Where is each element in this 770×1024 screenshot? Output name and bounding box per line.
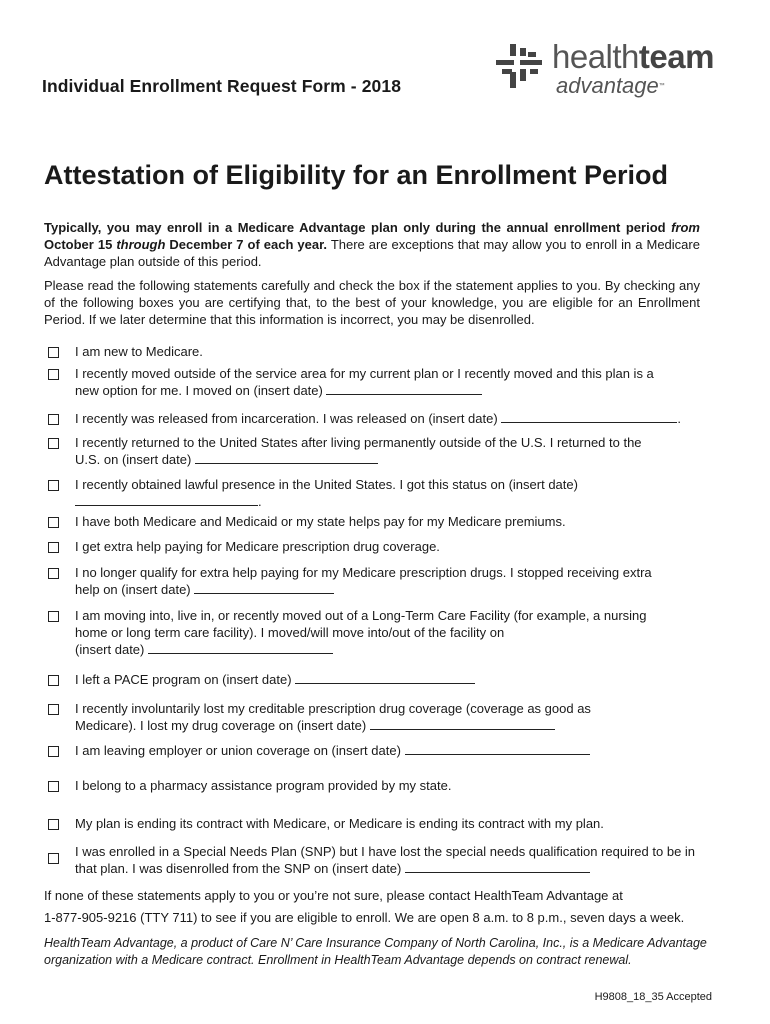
checkbox[interactable] (48, 480, 59, 491)
item-label: I have both Medicare and Medicaid or my state helps pay for my Medicare premiums. (75, 514, 566, 529)
date-field[interactable] (148, 641, 333, 654)
item-label: I am leaving employer or union coverage on (insert date) (75, 743, 401, 758)
item-label: new option for me. I moved on (insert date) (75, 383, 323, 398)
checkbox[interactable] (48, 704, 59, 715)
item-label: help on (insert date) (75, 582, 191, 597)
healthteam-logo (492, 38, 732, 98)
checkbox[interactable] (48, 542, 59, 553)
item-label: I was enrolled in a Special Needs Plan (SNP) but I have lost the special needs qualification required to be in (75, 844, 696, 859)
item-label: I recently obtained lawful presence in the United States. I got this status on (insert date) (75, 477, 578, 492)
item-label: My plan is ending its contract with Medicare, or Medicare is ending its contract with my plan. (75, 816, 604, 831)
item-label: I left a PACE program on (insert date) (75, 672, 292, 687)
logo-mark-icon (492, 42, 548, 100)
checkbox[interactable] (48, 438, 59, 449)
item-label: I am moving into, live in, or recently moved out of a Long-Term Care Facility (for example, a nursing (75, 608, 647, 623)
date-field[interactable] (75, 493, 258, 506)
item-label: (insert date) (75, 642, 145, 657)
document-code: H9808_18_35 Accepted (594, 991, 712, 1003)
date-field[interactable] (195, 451, 378, 464)
date-field[interactable] (295, 671, 475, 684)
date-field[interactable] (370, 717, 555, 730)
item-label: I am new to Medicare. (75, 344, 203, 359)
checkbox[interactable] (48, 853, 59, 864)
intro-text: Typically, you may enroll in a Medicare Advantage plan only during the annual enrollment period from October 15 through December 7 of each year. There are exceptions that may allow you to enroll in a Medicare Advantage plan outside of this period. Please read the following statements carefully and check the box if the statement applies to you. By checking any of the following boxes you are certifying that, to the best of your knowledge, you are eligible for an Enrollment Period. If we later determine that this information is incorrect, you may be disenrolled. (44, 220, 700, 327)
checkbox[interactable] (48, 568, 59, 579)
checkbox[interactable] (48, 517, 59, 528)
checkbox[interactable] (48, 369, 59, 380)
checkbox[interactable] (48, 781, 59, 792)
checkbox[interactable] (48, 611, 59, 622)
item-label: I recently was released from incarceration. I was released on (insert date) (75, 411, 498, 426)
checkbox[interactable] (48, 347, 59, 358)
checkbox[interactable] (48, 675, 59, 686)
checkbox[interactable] (48, 819, 59, 830)
date-field[interactable] (405, 860, 590, 873)
item-label: that plan. I was disenrolled from the SNP on (insert date) (75, 861, 402, 876)
item-suffix: . (258, 494, 262, 509)
item-suffix: . (677, 411, 681, 426)
item-label: I get extra help paying for Medicare prescription drug coverage. (75, 539, 440, 554)
contact-phone: 1-877-905-9216 (TTY 711) to see if you are eligible to enroll. We are open 8 a.m. to 8 p.m., seven days a week. (44, 910, 685, 925)
item-label: Medicare). I lost my drug coverage on (insert date) (75, 718, 367, 733)
date-field[interactable] (194, 581, 334, 594)
contact-note: If none of these statements apply to you or you’re not sure, please contact HealthTeam Advantage at (44, 888, 623, 903)
page-title: Attestation of Eligibility for an Enrollment Period (44, 160, 669, 190)
item-label: home or long term care facility). I moved/will move into/out of the facility on (75, 625, 505, 640)
logo-wordmark: healthteam (552, 38, 714, 75)
disclaimer: HealthTeam Advantage, a product of Care N’ Care Insurance Company of North Carolina, Inc., is a Medicare Advantage organization with a Medicare contract. Enrollment in HealthTeam Advantage depends on contract renewal. (44, 936, 707, 967)
item-label: I recently returned to the United States after living permanently outside of the U.S. I returned to the (75, 435, 642, 450)
logo-subword: advantage™ (556, 73, 665, 98)
date-field[interactable] (501, 410, 677, 423)
item-label: U.S. on (insert date) (75, 452, 192, 467)
item-label: I belong to a pharmacy assistance program provided by my state. (75, 778, 452, 793)
date-field[interactable] (405, 742, 590, 755)
item-label: I no longer qualify for extra help paying for my Medicare prescription drugs. I stopped receiving extra (75, 565, 652, 580)
date-field[interactable] (326, 382, 482, 395)
checkbox[interactable] (48, 414, 59, 425)
item-label: I recently moved outside of the service area for my current plan or I recently moved and this plan is a (75, 366, 654, 381)
checkbox[interactable] (48, 746, 59, 757)
item-label: I recently involuntarily lost my creditable prescription drug coverage (coverage as good as (75, 701, 591, 716)
form-title: Individual Enrollment Request Form - 2018 (42, 76, 402, 96)
